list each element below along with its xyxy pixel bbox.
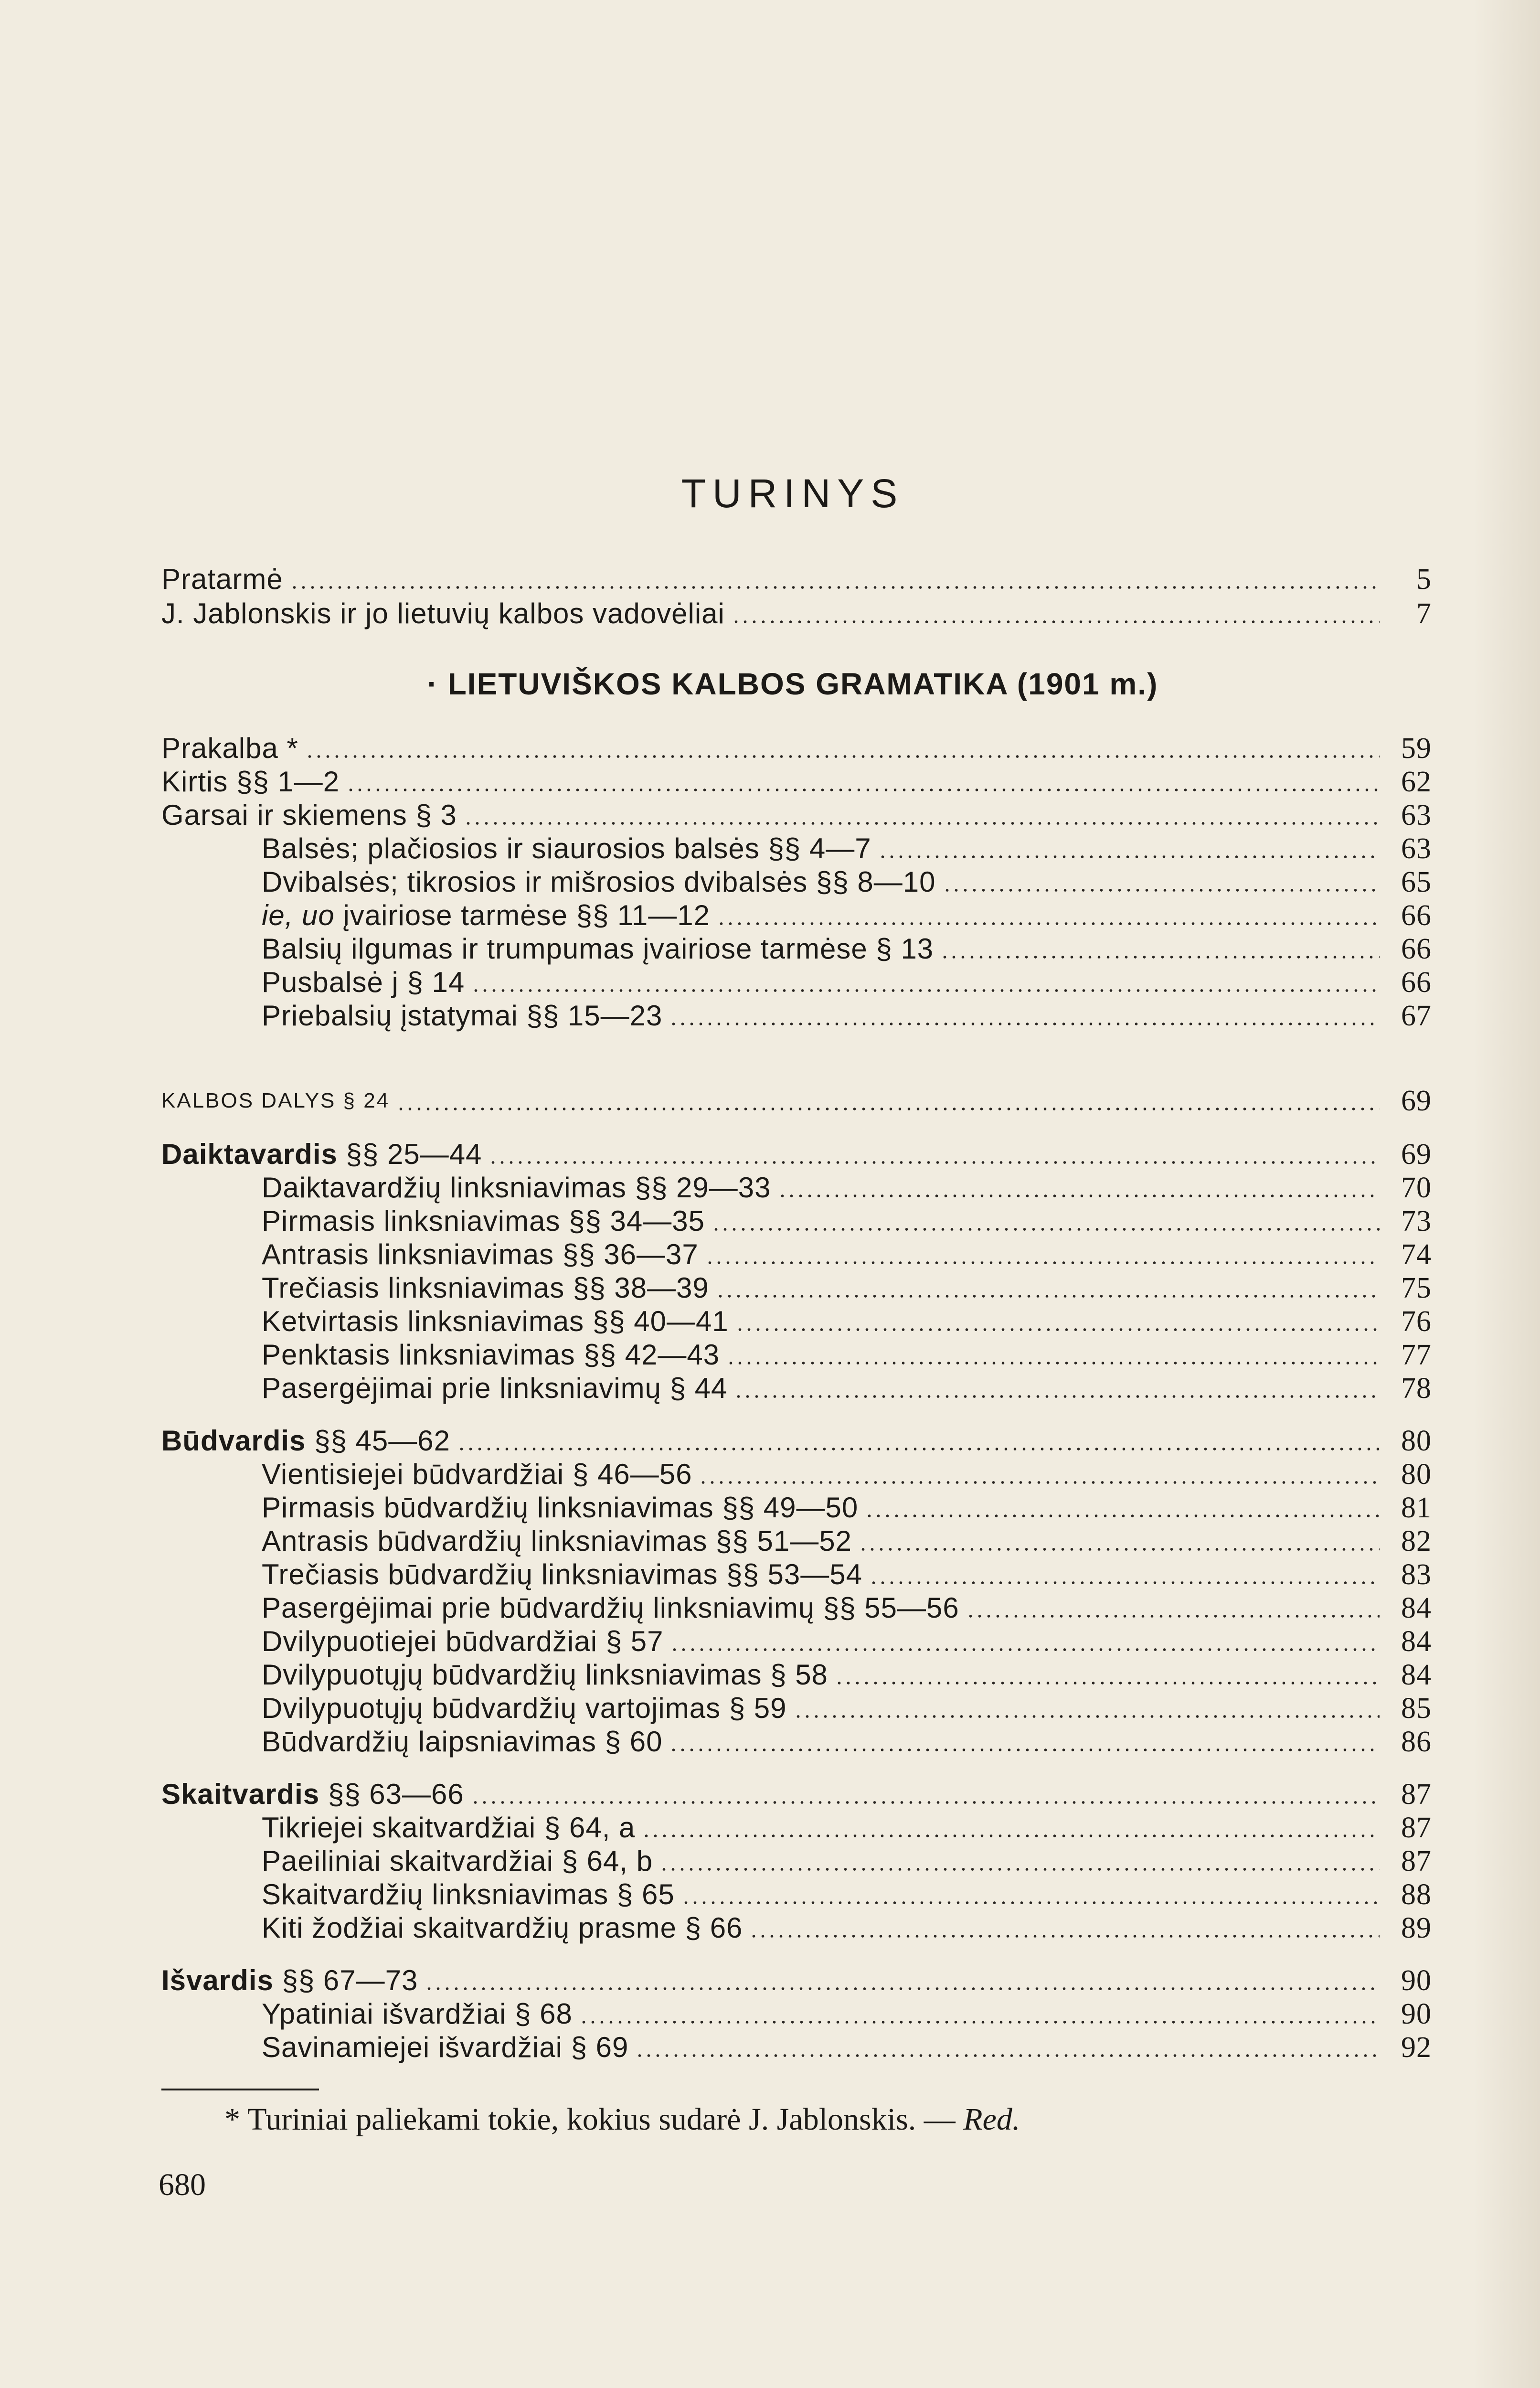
- toc-entry-label: Penktasis linksniavimas §§ 42—43: [262, 1339, 720, 1371]
- toc-entry-page: 84: [1401, 1592, 1432, 1624]
- chapter-range: §§ 67—73: [273, 1964, 418, 1996]
- toc-chapter[interactable]: [161, 1424, 1432, 1458]
- toc-entry-page: 59: [1401, 732, 1432, 765]
- toc-subentry[interactable]: [262, 1625, 1432, 1658]
- toc-entry-label: Pasergėjimai prie linksniavimų § 44: [262, 1372, 728, 1404]
- toc-entry-label: Balsės; plačiosios ir siaurosios balsės §§ 4—7: [262, 832, 871, 864]
- toc-subentry[interactable]: [262, 1205, 1432, 1238]
- leader-dots: [734, 1395, 1380, 1398]
- toc-entry-page: 75: [1401, 1272, 1432, 1304]
- toc-entry-label: Pasergėjimai prie būdvardžių linksniavimų §§ 55—56: [262, 1592, 959, 1624]
- toc-entry-label: Kirtis §§ 1—2: [161, 766, 340, 798]
- toc-subentry[interactable]: [262, 865, 1432, 899]
- leader-dots: [290, 586, 1380, 589]
- toc-entry-label: Garsai ir skiemens § 3: [161, 799, 457, 831]
- toc-entry-label: Dvibalsės; tikrosios ir mišrosios dvibalsės §§ 8—10: [262, 866, 936, 898]
- toc-entry[interactable]: [161, 563, 1432, 596]
- leader-dots: [716, 1294, 1380, 1298]
- leader-dots: [457, 1447, 1380, 1451]
- toc-subentry[interactable]: [262, 1238, 1432, 1271]
- leader-dots: [669, 1022, 1380, 1026]
- toc-subentry[interactable]: [262, 1171, 1432, 1205]
- leader-dots: [869, 1581, 1380, 1585]
- toc-subentry[interactable]: [262, 899, 1432, 932]
- toc-entry-page: 80: [1401, 1458, 1432, 1491]
- leader-dots: [681, 1901, 1380, 1905]
- chapter-name: Daiktavardis: [161, 1138, 338, 1170]
- leader-dots: [659, 1867, 1380, 1871]
- toc-entry-label: Savinamiejei išvardžiai § 69: [262, 2031, 629, 2063]
- leader-dots: [966, 1614, 1380, 1618]
- toc-entry-page: 63: [1401, 799, 1432, 832]
- toc-entry-label: Daiktavardžių linksniavimas §§ 29—33: [262, 1172, 771, 1204]
- toc-subentry[interactable]: [262, 1911, 1432, 1945]
- toc-entry-page: 80: [1401, 1425, 1432, 1457]
- toc-entry-page: 67: [1401, 1000, 1432, 1032]
- toc-subentry[interactable]: [262, 1458, 1432, 1491]
- leader-dots: [471, 989, 1380, 992]
- leader-dots: [878, 855, 1380, 859]
- toc-entry-label-rest: įvairiose tarmėse §§ 11—12: [334, 899, 711, 931]
- toc-subentry[interactable]: [262, 932, 1432, 966]
- toc-subentry[interactable]: [262, 1524, 1432, 1558]
- toc-entry-label: Trečiasis linksniavimas §§ 38—39: [262, 1272, 709, 1304]
- toc-entry-label: Kiti žodžiai skaitvardžių prasme § 66: [262, 1912, 743, 1944]
- toc-entry-label: Pirmasis linksniavimas §§ 34—35: [262, 1205, 705, 1237]
- toc-entry-label: Būdvardžių laipsniavimas § 60: [262, 1726, 663, 1758]
- toc-subentry[interactable]: [262, 1692, 1432, 1725]
- leader-dots: [835, 1681, 1380, 1685]
- toc-entry-page: 81: [1401, 1492, 1432, 1524]
- leader-dots: [642, 1834, 1380, 1838]
- chapter-name: Išvardis: [161, 1964, 274, 1996]
- toc-entry-page: 66: [1401, 966, 1432, 999]
- toc-entry-label: Antrasis linksniavimas §§ 36—37: [262, 1238, 699, 1270]
- toc-entry[interactable]: [161, 732, 1432, 765]
- section-heading: · LIETUVIŠKOS KALBOS GRAMATIKA (1901 m.): [427, 667, 1158, 701]
- leader-dots: [635, 2054, 1380, 2058]
- toc-entry-label: Pirmasis būdvardžių linksniavimas §§ 49—50: [262, 1492, 859, 1524]
- chapter-range: §§ 45—62: [306, 1425, 450, 1457]
- toc-entry-page: 73: [1401, 1205, 1432, 1237]
- toc-entry[interactable]: [161, 799, 1432, 832]
- toc-subentry[interactable]: [262, 1844, 1432, 1878]
- toc-entry-page: 63: [1401, 832, 1432, 865]
- toc-subentry[interactable]: [262, 1725, 1432, 1759]
- toc-subentry[interactable]: [262, 966, 1432, 999]
- toc-subentry[interactable]: [262, 1271, 1432, 1305]
- leader-dots: [489, 1161, 1380, 1164]
- toc-entry-page: 77: [1401, 1339, 1432, 1371]
- toc-entry-page: 87: [1401, 1845, 1432, 1877]
- toc-entry-page: 84: [1401, 1625, 1432, 1658]
- footnote-text: * Turiniai paliekami tokie, kokius sudarė J. Jablonskis. —: [224, 2102, 964, 2137]
- toc-chapter[interactable]: [161, 1964, 1432, 1997]
- leader-dots: [464, 821, 1380, 825]
- leader-dots: [940, 955, 1380, 959]
- leader-dots: [346, 788, 1380, 792]
- toc-subentry[interactable]: [262, 1658, 1432, 1692]
- toc-entry[interactable]: [161, 597, 1432, 630]
- leader-dots: [699, 1481, 1380, 1484]
- toc-entry-label: Ypatiniai išvardžiai § 68: [262, 1998, 573, 2030]
- toc-entry[interactable]: [161, 765, 1432, 799]
- leader-dots: [732, 620, 1380, 624]
- footnote-rule: [161, 2089, 319, 2090]
- toc-entry-page: 90: [1401, 1998, 1432, 2030]
- toc-entry-label: Trečiasis būdvardžių linksniavimas §§ 53—54: [262, 1558, 862, 1590]
- page-number: 680: [159, 2167, 206, 2202]
- page-edge-shadow: [1473, 0, 1540, 2388]
- toc-entry-label: Dvilypuotiejei būdvardžiai § 57: [262, 1625, 664, 1657]
- toc-entry-label: [161, 1778, 464, 1811]
- toc-entry-label: [161, 1424, 450, 1458]
- toc-entry-page: 82: [1401, 1525, 1432, 1557]
- chapter-name: Būdvardis: [161, 1425, 306, 1457]
- toc-entry-page: 87: [1401, 1778, 1432, 1811]
- leader-dots: [778, 1194, 1380, 1198]
- italic-term: ie, uo: [262, 899, 335, 931]
- toc-entry-label: Prakalba *: [161, 732, 298, 764]
- leader-dots: [717, 922, 1380, 926]
- toc-entry-page: 66: [1401, 933, 1432, 965]
- toc-entry-label: [161, 1964, 418, 1997]
- toc-entry[interactable]: [161, 1084, 1432, 1118]
- toc-subentry[interactable]: [262, 1372, 1432, 1405]
- leader-dots: [305, 755, 1380, 758]
- toc-entry-label: Priebalsių įstatymai §§ 15—23: [262, 1000, 663, 1032]
- toc-entry-page: 66: [1401, 899, 1432, 932]
- toc-entry-page: 5: [1416, 563, 1432, 596]
- toc-entry-label: Vientisiejei būdvardžiai § 46—56: [262, 1458, 692, 1490]
- toc-entry-label: Pusbalsė j § 14: [262, 966, 465, 998]
- toc-entry-page: 70: [1401, 1172, 1432, 1204]
- toc-entry-page: 83: [1401, 1558, 1432, 1591]
- leader-dots: [735, 1328, 1380, 1332]
- toc-subentry[interactable]: [262, 1491, 1432, 1524]
- toc-subentry[interactable]: [262, 2031, 1432, 2064]
- toc-entry-label: Tikriejei skaitvardžiai § 64, a: [262, 1812, 636, 1844]
- toc-entry-page: 62: [1401, 766, 1432, 798]
- toc-entry-page: 92: [1401, 2031, 1432, 2064]
- leader-dots: [425, 1987, 1380, 1991]
- toc-entry-label: Balsių ilgumas ir trumpumas įvairiose tarmėse § 13: [262, 933, 934, 965]
- toc-subentry[interactable]: [262, 1997, 1432, 2031]
- toc-entry-label: [161, 1138, 482, 1171]
- footnote-italic: Red.: [963, 2102, 1020, 2137]
- toc-entry-page: 69: [1401, 1085, 1432, 1117]
- chapter-range: §§ 25—44: [337, 1138, 482, 1170]
- toc-entry-page: 84: [1401, 1659, 1432, 1691]
- toc-entry-page: 78: [1401, 1372, 1432, 1405]
- toc-subentry[interactable]: [262, 1811, 1432, 1844]
- toc-chapter[interactable]: [161, 1138, 1432, 1171]
- leader-dots: [579, 2020, 1380, 2024]
- leader-dots: [471, 1801, 1380, 1804]
- toc-entry-label: Dvilypuotųjų būdvardžių linksniavimas § 58: [262, 1659, 828, 1691]
- leader-dots: [865, 1514, 1380, 1518]
- toc-subentry[interactable]: [262, 1338, 1432, 1372]
- toc-entry-page: 74: [1401, 1238, 1432, 1271]
- toc-entry-label: Pratarmė: [161, 563, 283, 595]
- leader-dots: [794, 1715, 1380, 1718]
- toc-entry-page: 88: [1401, 1878, 1432, 1911]
- toc-entry-page: 85: [1401, 1692, 1432, 1725]
- toc-entry-page: 69: [1401, 1138, 1432, 1171]
- footnote: [224, 2101, 1020, 2138]
- toc-subentry[interactable]: [262, 1305, 1432, 1338]
- toc-entry-label: J. Jablonskis ir jo lietuvių kalbos vadovėliai: [161, 597, 725, 629]
- toc-entry-page: 65: [1401, 866, 1432, 898]
- leader-dots: [669, 1748, 1380, 1752]
- leader-dots: [396, 1107, 1380, 1111]
- toc-entry-page: 87: [1401, 1812, 1432, 1844]
- toc-entry-label: Dvilypuotųjų būdvardžių vartojimas § 59: [262, 1692, 787, 1724]
- toc-entry-page: 7: [1416, 597, 1432, 630]
- toc-entry-label: Ketvirtasis linksniavimas §§ 40—41: [262, 1305, 729, 1337]
- leader-dots: [943, 888, 1380, 892]
- toc-entry-label: KALBOS DALYS § 24: [161, 1089, 390, 1112]
- toc-entry-label: Skaitvardžių linksniavimas § 65: [262, 1878, 675, 1910]
- toc-entry-page: 76: [1401, 1305, 1432, 1338]
- leader-dots: [712, 1227, 1380, 1231]
- toc-subentry[interactable]: [262, 999, 1432, 1033]
- leader-dots: [705, 1261, 1380, 1265]
- chapter-name: Skaitvardis: [161, 1778, 320, 1810]
- toc-entry-label: Antrasis būdvardžių linksniavimas §§ 51—52: [262, 1525, 852, 1557]
- toc-entry-page: 89: [1401, 1912, 1432, 1944]
- leader-dots: [670, 1648, 1380, 1652]
- toc-entry-label: [262, 899, 710, 932]
- toc-subentry[interactable]: [262, 1558, 1432, 1591]
- toc-subentry[interactable]: [262, 1591, 1432, 1625]
- page-title: TURINYS: [681, 471, 904, 516]
- toc-entry-page: 86: [1401, 1726, 1432, 1758]
- toc-subentry[interactable]: [262, 832, 1432, 865]
- toc-subentry[interactable]: [262, 1878, 1432, 1911]
- toc-chapter[interactable]: [161, 1778, 1432, 1811]
- leader-dots: [749, 1934, 1380, 1938]
- toc-entry-label: Paeiliniai skaitvardžiai § 64, b: [262, 1845, 653, 1877]
- chapter-range: §§ 63—66: [319, 1778, 464, 1810]
- leader-dots: [726, 1361, 1380, 1365]
- toc-entry-page: 90: [1401, 1964, 1432, 1997]
- leader-dots: [859, 1547, 1380, 1551]
